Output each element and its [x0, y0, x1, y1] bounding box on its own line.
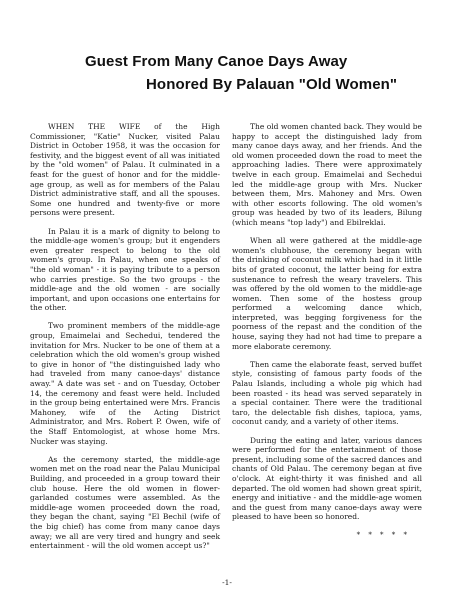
paragraph: Then came the elaborate feast, served buffet style, consisting of famous party foods of the Palau Islands, including a whole pig which had been roasted - its head was served separately in a special container. There were the traditional taro, the delectable fish dishes, tapioca, yams, coconut candy, and a variety of other items. — [232, 359, 422, 427]
paragraph: During the eating and later, various dances were performed for the entertainment of those present, including some of the sacred dances and chants of Old Palau. The ceremony began at five o'clock. At eight-thirty it was finished and all departed. The old women had shown great spirit, energy and initiative - and the middle-age women and the guest from many canoe-days away were pleased to have been so honored. — [232, 435, 422, 522]
left-column — [30, 122, 220, 559]
paragraph: WHEN THE WIFE of the High Commissioner, "Katie" Nucker, visited Palau District in October 1958, it was the occasion for festivity, and the biggest event of all was initiated by the "old women" of Palau. It culminated in a feast for the guest of honor and for the middle-age group, as well as for members of the Palau District administrative staff, and all the spouses. Some one hundred and twenty-five or more persons were present. — [30, 122, 220, 218]
title-line-1: Guest From Many Canoe Days Away — [85, 53, 348, 70]
right-column — [232, 122, 422, 549]
paragraph: When all were gathered at the middle-age women's clubhouse, the ceremony began with the drinking of coconut milk which had in it little bits of grated coconut, the latter being for extra sustenance to refresh the weary travelers. This was offered by the old women to the middle-age women. Then some of the hostess group performed a welcoming dance which, interpreted, was begging forgiveness for the poorness of the repast and the condition of the house, saying they had not had time to prepare a more elaborate ceremony. — [232, 236, 422, 351]
paragraph: The old women chanted back. They would be happy to accept the distinguished lady from many canoe days away, and her friends. And the old women proceeded down the road to meet the approaching ladies. There were approximately twelve in each group. Emaimelai and Sechedui led the middle-age group with Mrs. Nucker between them, Mrs. Mahoney and Mrs. Owen with other escorts following. The old women's group was headed by two of its leaders, Bilung (which means "top lady") and Ebilreklai. — [232, 122, 422, 227]
title-line-2: Honored By Palauan "Old Women" — [146, 76, 398, 93]
paragraph: In Palau it is a mark of dignity to belong to the middle-age women's group; but it engenders even greater respect to belong to the old women's group. In Palau, when one speaks of "the old woman" - it is paying tribute to a person who carries prestige. So the two groups - the middle-age and the old women - are socially important, and upon occasions one entertains for the other. — [30, 226, 220, 313]
paragraph: Two prominent members of the middle-age group, Emaimelai and Sechedui, tendered the invitation for Mrs. Nucker to be one of them at a celebration which the old women's group wished to give in honor of "the distinguished lady who had traveled from many canoe-days' distance away." A date was set - and on Tuesday, October 14, the ceremony and feast were held. Included in the group being entertained were Mrs. Francis Mahoney, wife of the Acting District Administrator, and Mrs. Robert P. Owen, wife of the Staff Entomologist, at whose home Mrs. Nucker was staying. — [30, 321, 220, 446]
paragraph: As the ceremony started, the middle-age women met on the road near the Palau Municipal Building, and proceeded in a group toward their club house. Here the old women in flower-garlanded costumes were assembled. As the middle-age women proceeded down the road, they began the chant, saying "El Bechil (wife of the big chief) has come from many canoe days away; we all are very tired and hungry and seek entertainment - will the old women accept us?" — [30, 454, 220, 551]
end-mark: * * * * * — [356, 530, 410, 539]
page-number: -1- — [222, 578, 232, 587]
